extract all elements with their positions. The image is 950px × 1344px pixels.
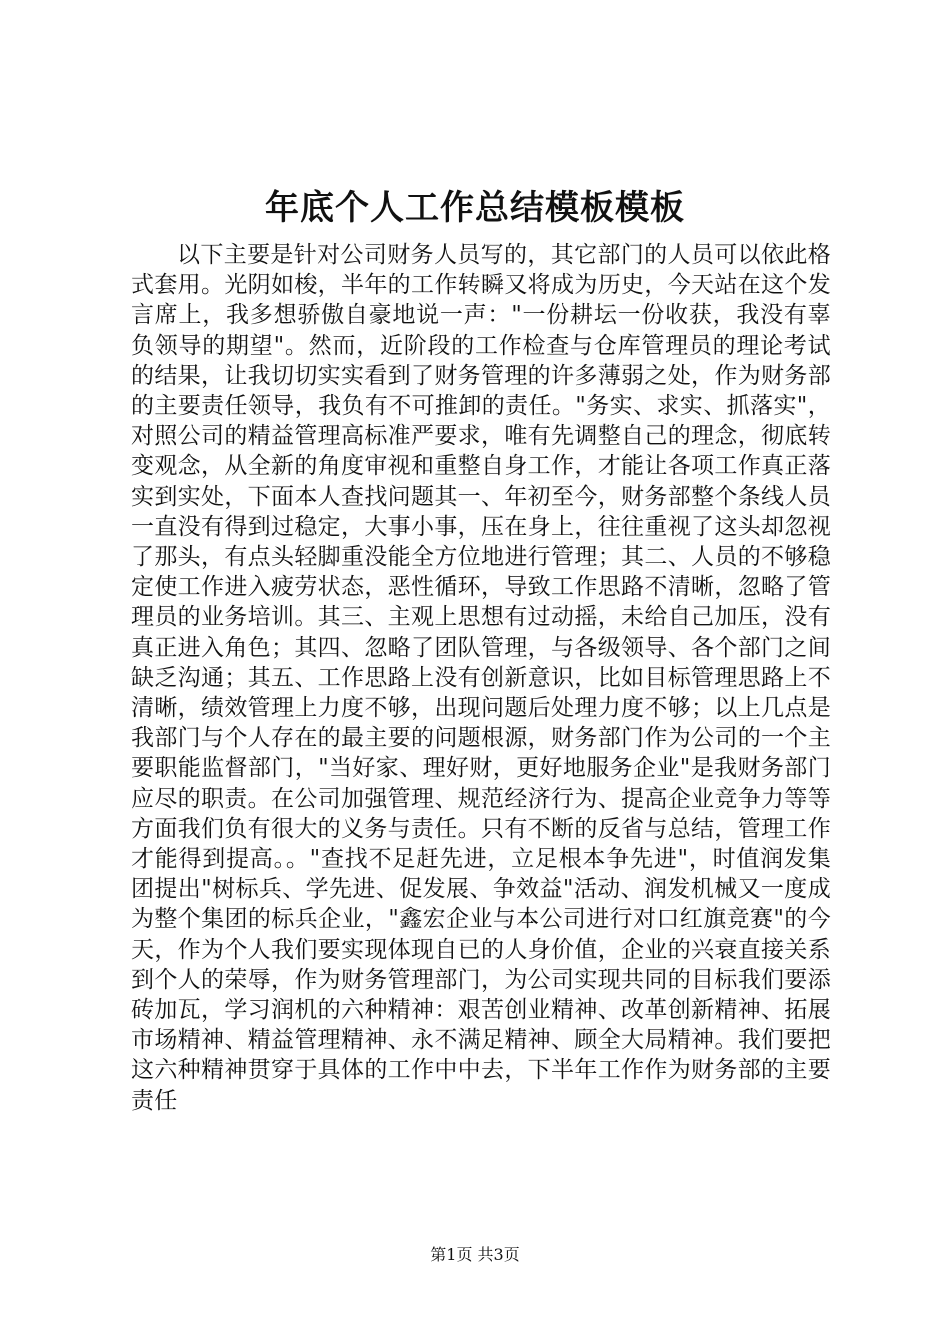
page-number-footer: 第1页 共3页 — [430, 1245, 520, 1264]
document-title: 年底个人工作总结模板模板 — [265, 188, 685, 228]
document-body-paragraph: 以下主要是针对公司财务人员写的，其它部门的人员可以依此格式套用。光阴如梭，半年的工作转瞬又将成为历史，今天站在这个发言席上，我多想骄傲自豪地说一声："一份耕坛一份收获，我没有辜负领导的期望"。然而，近阶段的工作检查与仓库管理员的理论考试的结果，让我切切实实看到了财务管理的许多薄弱之处，作为财务部的主要责任领导，我负有不可推卸的责任。"务实、求实、抓落实"，对照公司的精益管理高标准严要求，唯有先调整自己的理念，彻底转变观念，从全新的角度审视和重整自身工作，才能让各项工作真正落实到实处，下面本人查找问题其一、年初至今，财务部整个条线人员一直没有得到过稳定，大事小事，压在身上，往往重视了这头却忽视了那头，有点头轻脚重没能全方位地进行管理；其二、人员的不够稳定使工作进入疲劳状态，恶性循环，导致工作思路不清晰，忽略了管理员的业务培训。其三、主观上思想有过动摇，未给自己加压，没有真正进入角色；其四、忽略了团队管理，与各级领导、各个部门之间缺乏沟通；其五、工作思路上没有创新意识，比如目标管理思路上不清晰，绩效管理上力度不够，出现问题后处理力度不够；以上几点是我部门与个人存在的最主要的问题根源，财务部门作为公司的一个主要职能监督部门，"当好家、理好财，更好地服务企业"是我财务部门应尽的职责。在公司加强管理、规范经济行为、提高企业竞争力等等方面我们负有很大的义务与责任。只有不断的反省与总结，管理工作才能得到提高。。"查找不足赶先进，立足根本争先进"，时值润发集团提出"树标兵、学先进、促发展、争效益"活动、润发机械又一度成为整个集团的标兵企业，"鑫宏企业与本公司进行对口红旗竞赛"的今天，作为个人我们要实现体现自已的人身价值，企业的兴衰直接关系到个人的荣辱，作为财务管理部门，为公司实现共同的目标我们要添砖加瓦，学习润机的六种精神：艰苦创业精神、改革创新精神、拓展市场精神、精益管理精神、永不满足精神、顾全大局精神。我们要把这六种精神贯穿于具体的工作中中去，下半年工作作为财务部的主要责任 — [131, 242, 831, 1114]
